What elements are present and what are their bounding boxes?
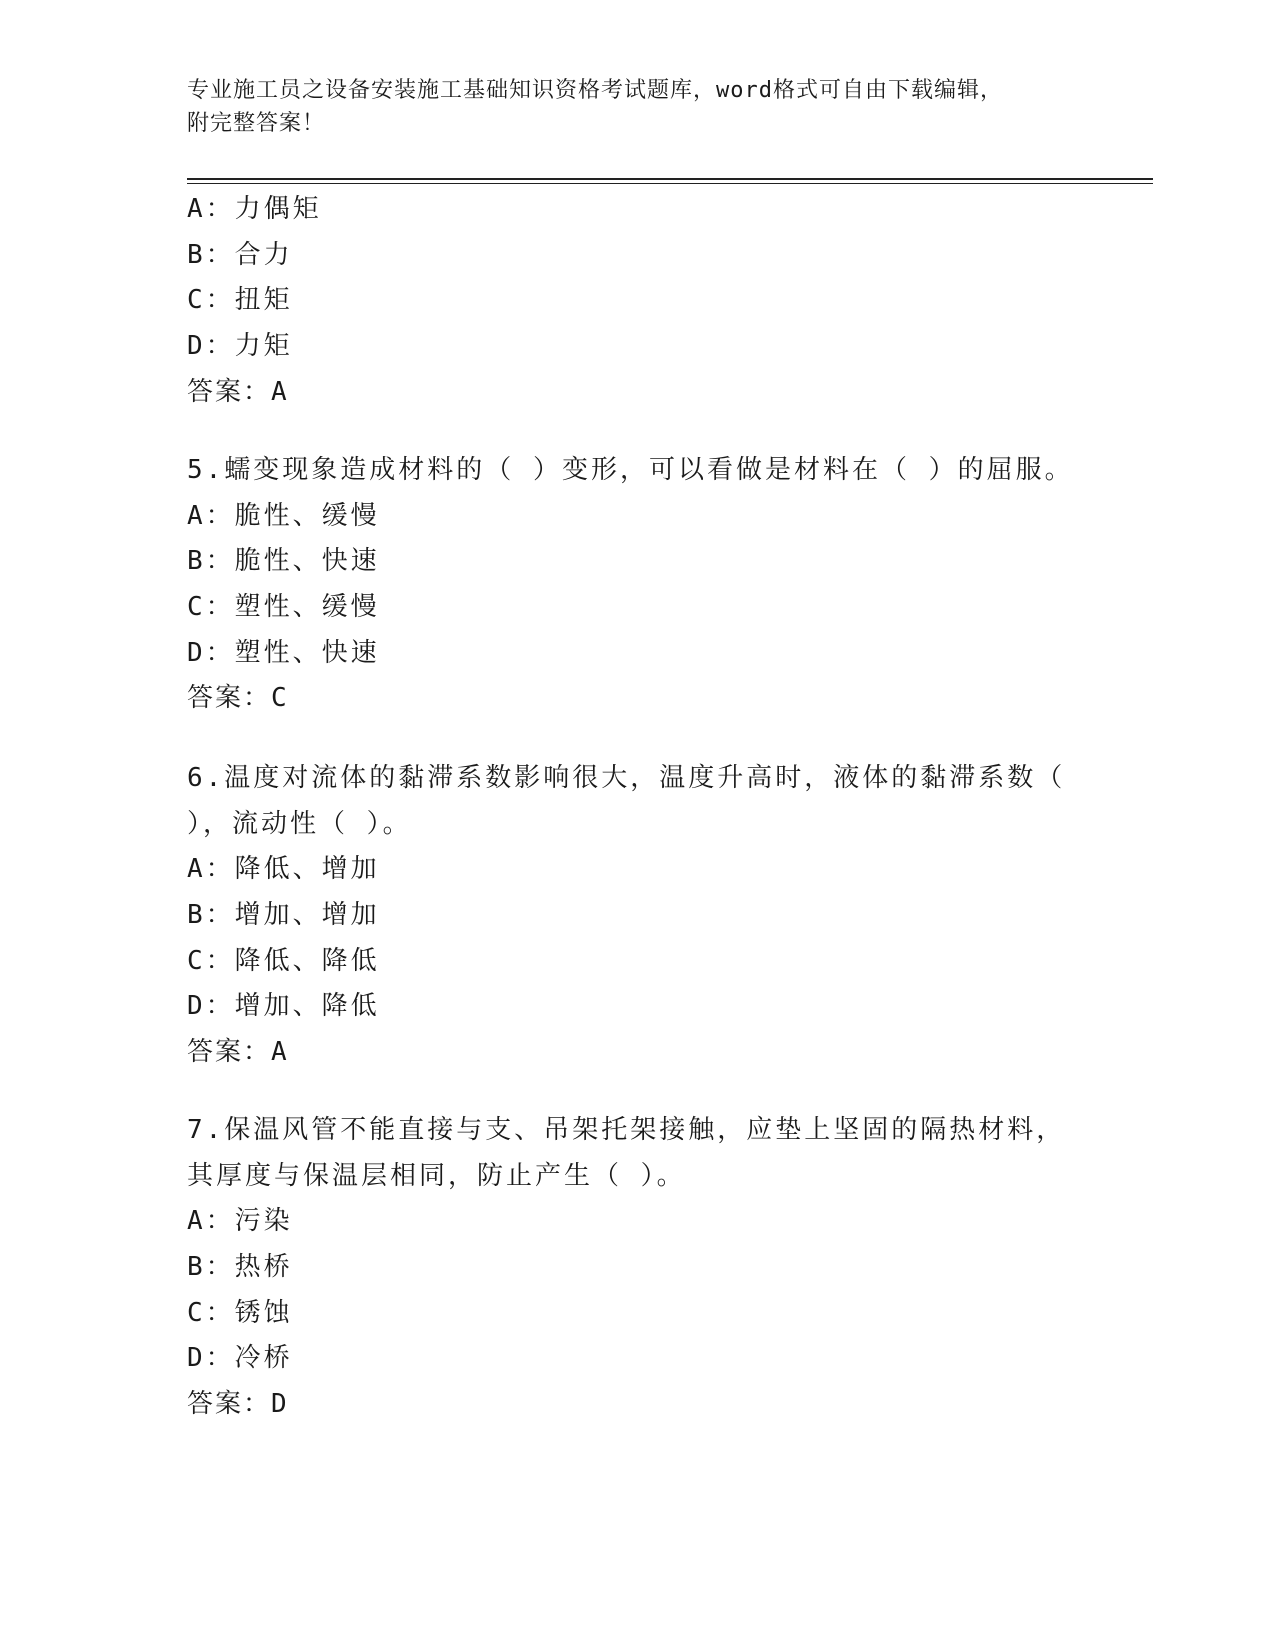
question-text: 5.蠕变现象造成材料的（ ）变形，可以看做是材料在（ ）的屈服。 [187, 455, 1074, 485]
header-line-2: 附完整答案！ [187, 111, 326, 136]
option-d: D：力矩 [187, 331, 293, 362]
question-4-block [187, 187, 1087, 415]
question-text-line-2: 其厚度与保温层相同，防止产生（ ）。 [187, 1160, 686, 1191]
question-text-line-2: ），流动性（ ）。 [187, 808, 412, 839]
option-a: A：污染 [187, 1206, 293, 1237]
question-text-line-1: 6.温度对流体的黏滞系数影响很大，温度升高时，液体的黏滞系数（ [187, 763, 1066, 793]
option-d: D：冷桥 [187, 1343, 293, 1374]
option-b: B：热桥 [187, 1252, 293, 1283]
option-b: B：增加、增加 [187, 900, 380, 931]
answer-value: A [271, 1037, 287, 1068]
answer-label: 答案： [187, 1037, 272, 1068]
document-header [187, 74, 1087, 140]
option-b: B：脆性、快速 [187, 546, 380, 577]
question-text-line-1: 7.保温风管不能直接与支、吊架托架接触，应垫上坚固的隔热材料， [187, 1115, 1066, 1145]
header-divider-thick [187, 178, 1153, 180]
option-c: C：锈蚀 [187, 1297, 293, 1328]
option-d: D：塑性、快速 [187, 637, 380, 668]
option-d: D：增加、降低 [187, 991, 380, 1022]
option-a: A：力偶矩 [187, 194, 322, 224]
answer-label: 答案： [187, 376, 272, 407]
option-c: C：扭矩 [187, 285, 293, 316]
option-b: B：合力 [187, 239, 293, 270]
header-line-1: 专业施工员之设备安装施工基础知识资格考试题库，word格式可自由下载编辑， [187, 78, 1003, 103]
answer-line [187, 370, 1087, 416]
question-5-block [187, 448, 1087, 722]
option-a: A：脆性、缓慢 [187, 500, 380, 531]
question-6-block [187, 756, 1087, 1076]
answer-line [187, 676, 1087, 722]
answer-line [187, 1382, 1087, 1428]
option-c: C：降低、降低 [187, 945, 380, 976]
option-c: C：塑性、缓慢 [187, 592, 380, 623]
answer-value: D [271, 1389, 287, 1420]
answer-line [187, 1030, 1087, 1076]
question-7-block [187, 1108, 1087, 1428]
answer-label: 答案： [187, 683, 272, 714]
answer-value: C [271, 683, 287, 714]
header-divider-thin [187, 183, 1153, 184]
answer-value: A [271, 376, 287, 407]
answer-label: 答案： [187, 1389, 272, 1420]
option-a: A：降低、增加 [187, 854, 380, 885]
